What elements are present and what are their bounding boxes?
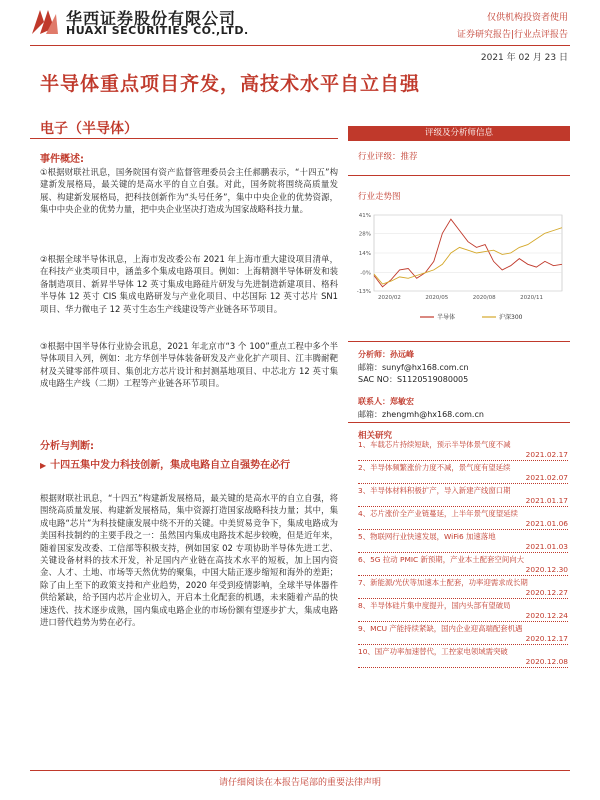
report-type: 证券研究报告|行业点评报告 <box>456 30 568 40</box>
legend-label: 沪深300 <box>499 314 523 321</box>
y-tick-label: -13% <box>356 289 371 295</box>
related-item-date: 2020.12.24 <box>358 611 568 622</box>
trend-title: 行业走势图 <box>358 192 401 202</box>
analyst-email[interactable]: 邮箱：sunyf@hx168.com.cn <box>358 363 469 372</box>
related-item[interactable]: 5、物联网行业快速发展，WiFi6 加速落地 <box>358 532 496 541</box>
company-name-en: HUAXI SECURITIES CO.,LTD. <box>66 24 249 37</box>
related-item-date: 2021.01.03 <box>358 542 568 553</box>
report-date: 2021 年 02 月 23 日 <box>480 53 568 63</box>
company-name-cn: 华西证券股份有限公司 <box>66 9 237 28</box>
related-item-date: 2021.01.17 <box>358 496 568 507</box>
x-tick-label: 2020/02 <box>378 295 401 301</box>
related-item[interactable]: 10、国产功率加速替代，工控家电领域需突破 <box>358 647 508 656</box>
related-item-date: 2021.01.06 <box>358 519 568 530</box>
contact-name: 联系人：郑敏宏 <box>358 397 414 406</box>
trend-chart <box>348 207 570 329</box>
event-paragraph-3: ③根据中国半导体行业协会讯息，2021 年北京市“3 个 100”重点工程中多个半导体项目入列，例如：北方华创半导体装备研发及产业化扩产项目、江丰腾耐靶材及关键零部件项目、集创北方芯片设计和封测基地项目、中芯北方 12 英寸集成电路生产线（二期）工程等产业链各环节项目。 <box>40 341 338 389</box>
related-divider <box>348 422 570 423</box>
related-item-date: 2020.12.27 <box>358 588 568 599</box>
event-paragraph-1: ①根据财联社讯息，国务院国有资产监督管理委员会主任郝鹏表示，“十四五”构建新发展格局，最关键的是高水平的自立自强。对此，国务院将围绕高质量发展、构建新发展格局，把科技创新作为“头号任务”，集中中央企业的优势资源，集中中央企业的优势力量，把中央企业坚决打造成为国家战略科技力量。 <box>40 167 338 215</box>
related-item[interactable]: 6、5G 拉动 PMIC 新预期，产业本土配套空间向大 <box>358 555 524 564</box>
related-list <box>358 440 568 670</box>
legend-label: 半导体 <box>437 314 456 321</box>
related-item-date: 2020.12.17 <box>358 634 568 645</box>
sector-label: 电子（半导体） <box>40 121 138 137</box>
related-item[interactable]: 4、芯片涨价全产业链蔓延，上半年景气度望延续 <box>358 509 518 518</box>
event-heading: 事件概述: <box>40 154 84 165</box>
related-item[interactable]: 7、新能源/光伏等加速本土配套，功率迎需求成长期 <box>358 578 528 587</box>
x-tick-label: 2020/11 <box>520 295 543 301</box>
contact-email[interactable]: 邮箱：zhengmh@hx168.com.cn <box>358 410 484 419</box>
audience-note: 仅供机构投资者使用 <box>486 13 568 23</box>
analysis-highlight-text: 十四五集中发力科技创新，集成电路自立自强势在必行 <box>50 460 291 471</box>
series-line-1 <box>374 228 562 284</box>
y-tick-label: -0% <box>360 270 371 277</box>
sector-divider <box>30 138 338 139</box>
related-item-date: 2021.02.07 <box>358 473 568 484</box>
related-item[interactable]: 3、半导体材料积极扩产，导入新建产线窗口期 <box>358 486 511 495</box>
related-heading: 相关研究 <box>358 431 393 441</box>
related-item-date: 2020.12.08 <box>358 657 568 668</box>
analysis-highlight <box>40 458 338 473</box>
analyst-divider <box>348 341 570 342</box>
x-tick-label: 2020/08 <box>472 295 496 301</box>
related-item-date: 2021.02.17 <box>358 450 568 461</box>
huaxi-logo-icon <box>30 6 60 36</box>
industry-rating: 行业评级：推荐 <box>358 152 418 162</box>
analyst-sac: SAC NO：S1120519080005 <box>358 375 469 384</box>
triangle-bullet-icon: ▶ <box>40 461 47 470</box>
report-title: 半导体重点项目齐发，高技术水平自立自强 <box>40 73 421 95</box>
x-tick-label: 2020/05 <box>425 295 449 301</box>
rating-header: 评级及分析师信息 <box>348 126 570 141</box>
related-item[interactable]: 9、MCU 产能持续紧缺，国内企业迎高端配套机遇 <box>358 624 523 633</box>
related-item[interactable]: 2、半导体频繁涨价力度不减，景气度有望延续 <box>358 463 511 472</box>
related-item[interactable]: 8、半导体硅片集中度提升，国内头部有望破局 <box>358 601 511 610</box>
y-tick-label: 41% <box>358 213 371 219</box>
rating-divider <box>348 175 570 176</box>
analysis-heading: 分析与判断: <box>40 441 94 452</box>
event-paragraph-2: ②根据全球半导体讯息，上海市发改委公布 2021 年上海市重大建设项目清单，在科技产业类项目中，涵盖多个集成电路项目。例如：上海精测半导体研发和装备制造项目、新昇半导体 12 英寸集成电路硅片研发与先进制造新建项目、格科半导体 12 英寸 CIS 集成电路研发与产业化项目、中芯国际 12 英寸芯片 SN1 项目、华力微电子 12 英寸生态生产线建设等产业链各环节项目。 <box>40 254 338 314</box>
legal-notice: 请仔细阅读在本报告尾部的重要法律声明 <box>218 778 381 788</box>
header-divider <box>30 45 570 46</box>
related-item[interactable]: 1、车载芯片持续短缺，预示半导体景气度不减 <box>358 440 511 449</box>
y-tick-label: 28% <box>358 231 371 238</box>
y-tick-label: 14% <box>358 251 371 257</box>
footer-divider <box>30 770 570 771</box>
analysis-paragraph: 根据财联社讯息，“十四五”构建新发展格局，最关键的是高水平的自立自强，将围绕高质量发展、构建新发展格局，集中资源打造国家战略科技力量；其中，集成电路“芯片”为科技健康发展中绕不开的关键。中美贸易竞争下，集成电路成为美国科技制约的主要手段之一：虽然国内集成电路技术起步较晚，但是近年来，随着国家发改委、工信部等积极支持，例如国家 02 专项协助半导体先进工艺、关键设备材料的技术开发，补足国内产业链在高技术水平的短板，加上国内资金、人才、土地、市场等天然优势的聚集，中国大陆正逐步缩短和海外的差距；除了由上至下的政策支持和产业趋势，2020 年受到疫情影响，全球半导体器件供给紧缺，给予国内芯片企业切入，开启本土化配套的机遇，未来随着产品的快速迭代、技术逐步成熟，国内集成电路企业的市场份额有望逐步扩大，集成电路进口替代趋势为势在必行。 <box>40 493 338 628</box>
related-item-date: 2020.12.30 <box>358 565 568 576</box>
analyst-name: 分析师：孙远峰 <box>358 350 414 359</box>
